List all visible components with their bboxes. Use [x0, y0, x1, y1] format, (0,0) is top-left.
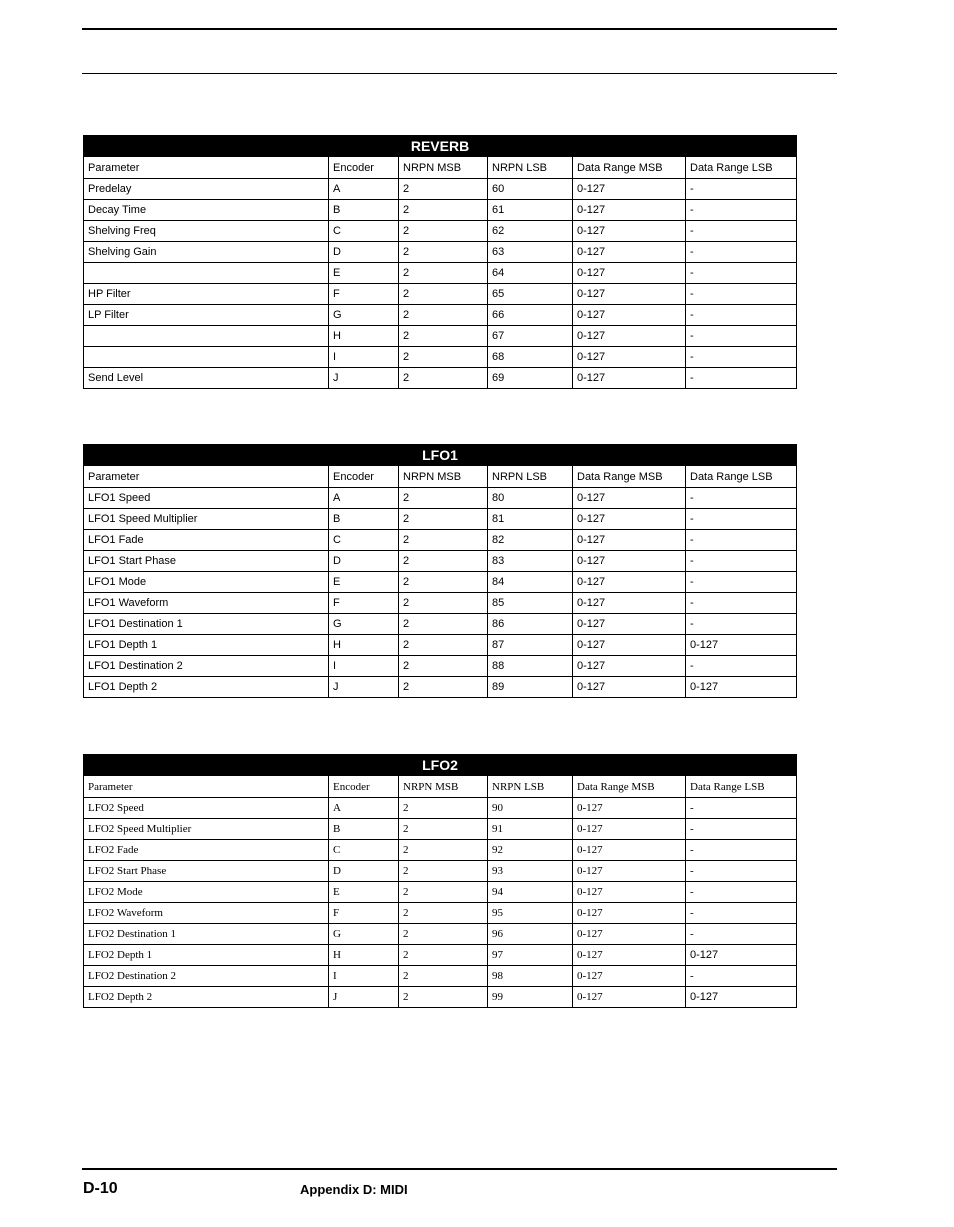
table-cell: LFO2 Depth 1 — [84, 945, 329, 966]
table-cell: 92 — [488, 840, 573, 861]
table-cell: 0-127 — [573, 284, 686, 305]
table-row — [84, 488, 797, 509]
table-row — [84, 593, 797, 614]
table-cell: 2 — [399, 945, 488, 966]
table-row — [84, 572, 797, 593]
table-row — [84, 530, 797, 551]
table-cell: 66 — [488, 305, 573, 326]
table-cell: 0-127 — [573, 677, 686, 698]
table-cell: 2 — [399, 635, 488, 656]
table-cell: - — [686, 326, 797, 347]
header-rule — [82, 73, 837, 74]
table-row — [84, 635, 797, 656]
table-cell: 2 — [399, 509, 488, 530]
table-cell: 81 — [488, 509, 573, 530]
table-cell: - — [686, 819, 797, 840]
table-cell: 2 — [399, 263, 488, 284]
table-row — [84, 966, 797, 987]
table-cell: 62 — [488, 221, 573, 242]
table-cell: 0-127 — [573, 530, 686, 551]
table-cell: - — [686, 924, 797, 945]
table-cell: LFO2 Speed — [84, 798, 329, 819]
table-cell: LFO1 Speed Multiplier — [84, 509, 329, 530]
table-cell: 2 — [399, 305, 488, 326]
table-cell: 60 — [488, 179, 573, 200]
table-cell: - — [686, 572, 797, 593]
lfo1-table-title: LFO1 — [84, 445, 797, 466]
table-row — [84, 819, 797, 840]
table-cell: 2 — [399, 798, 488, 819]
table-cell: 0-127 — [573, 326, 686, 347]
column-header: NRPN MSB — [399, 157, 488, 179]
table-cell: C — [329, 530, 399, 551]
table-cell: 0-127 — [573, 819, 686, 840]
table-cell: 0-127 — [686, 677, 797, 698]
table-header-row — [84, 776, 797, 798]
table-cell: 0-127 — [573, 635, 686, 656]
table-cell: - — [686, 656, 797, 677]
table-cell: 2 — [399, 882, 488, 903]
table-cell: 80 — [488, 488, 573, 509]
table-cell: 2 — [399, 347, 488, 368]
table-cell: I — [329, 966, 399, 987]
table-row — [84, 221, 797, 242]
table-cell: 2 — [399, 530, 488, 551]
table-cell: - — [686, 200, 797, 221]
table-cell: 2 — [399, 819, 488, 840]
column-header: Encoder — [329, 157, 399, 179]
table-cell: - — [686, 509, 797, 530]
table-cell: 0-127 — [573, 263, 686, 284]
lfo1-table — [83, 444, 797, 698]
table-cell: 0-127 — [573, 551, 686, 572]
table-cell: - — [686, 798, 797, 819]
column-header: Parameter — [84, 466, 329, 488]
table-cell: LFO2 Mode — [84, 882, 329, 903]
table-cell: D — [329, 861, 399, 882]
table-cell: A — [329, 179, 399, 200]
table-cell: 2 — [399, 242, 488, 263]
table-cell: - — [686, 221, 797, 242]
table-cell: 69 — [488, 368, 573, 389]
table-row — [84, 903, 797, 924]
table-cell: H — [329, 326, 399, 347]
table-cell: 0-127 — [573, 882, 686, 903]
table-row — [84, 509, 797, 530]
column-header: NRPN MSB — [399, 776, 488, 798]
table-cell: 2 — [399, 221, 488, 242]
table-row — [84, 347, 797, 368]
table-cell: LFO2 Depth 2 — [84, 987, 329, 1008]
table-cell: F — [329, 284, 399, 305]
table-cell: LFO2 Destination 1 — [84, 924, 329, 945]
table-cell: Decay Time — [84, 200, 329, 221]
table-cell: 2 — [399, 368, 488, 389]
table-cell: - — [686, 488, 797, 509]
table-cell: 0-127 — [573, 368, 686, 389]
table-cell: 0-127 — [573, 179, 686, 200]
table-cell: LFO1 Mode — [84, 572, 329, 593]
column-header: Data Range LSB — [686, 466, 797, 488]
table-cell: - — [686, 368, 797, 389]
table-cell — [84, 326, 329, 347]
table-cell: Shelving Gain — [84, 242, 329, 263]
table-row — [84, 798, 797, 819]
table-header-row — [84, 466, 797, 488]
table-row — [84, 305, 797, 326]
table-cell: 0-127 — [573, 924, 686, 945]
table-cell: 67 — [488, 326, 573, 347]
table-cell: G — [329, 305, 399, 326]
table-cell: 0-127 — [573, 614, 686, 635]
table-cell: E — [329, 882, 399, 903]
table-cell: 61 — [488, 200, 573, 221]
table-row — [84, 368, 797, 389]
top-rule — [82, 28, 837, 30]
table-cell: I — [329, 656, 399, 677]
table-cell: - — [686, 551, 797, 572]
table-cell: 95 — [488, 903, 573, 924]
column-header: Data Range LSB — [686, 776, 797, 798]
column-header: Parameter — [84, 157, 329, 179]
table-cell: 0-127 — [573, 840, 686, 861]
table-cell: LFO1 Depth 1 — [84, 635, 329, 656]
reverb-table-title: REVERB — [84, 136, 797, 157]
table-cell: 0-127 — [686, 635, 797, 656]
table-cell: 0-127 — [573, 798, 686, 819]
table-cell: 2 — [399, 551, 488, 572]
table-row — [84, 924, 797, 945]
table-cell: 2 — [399, 987, 488, 1008]
column-header: Data Range MSB — [573, 157, 686, 179]
table-cell: LFO2 Fade — [84, 840, 329, 861]
table-row — [84, 179, 797, 200]
table-cell: 96 — [488, 924, 573, 945]
table-cell: 2 — [399, 924, 488, 945]
table-cell: 99 — [488, 987, 573, 1008]
footer-rule — [82, 1168, 837, 1170]
table-cell: D — [329, 242, 399, 263]
table-cell: 0-127 — [573, 221, 686, 242]
table-header-row — [84, 157, 797, 179]
table-row — [84, 882, 797, 903]
table-cell: - — [686, 530, 797, 551]
table-cell: 0-127 — [573, 305, 686, 326]
table-cell: 90 — [488, 798, 573, 819]
table-cell: J — [329, 987, 399, 1008]
table-cell: J — [329, 368, 399, 389]
table-cell: LFO1 Speed — [84, 488, 329, 509]
table-cell: 2 — [399, 861, 488, 882]
table-cell: LFO2 Speed Multiplier — [84, 819, 329, 840]
table-cell: - — [686, 614, 797, 635]
table-cell: 2 — [399, 200, 488, 221]
table-cell: LFO2 Destination 2 — [84, 966, 329, 987]
column-header: NRPN LSB — [488, 776, 573, 798]
table-cell: LFO1 Destination 2 — [84, 656, 329, 677]
table-cell: 83 — [488, 551, 573, 572]
table-cell: 97 — [488, 945, 573, 966]
table-cell: A — [329, 798, 399, 819]
table-cell: 2 — [399, 284, 488, 305]
table-row — [84, 614, 797, 635]
table-cell: LFO1 Destination 1 — [84, 614, 329, 635]
table-cell: 63 — [488, 242, 573, 263]
column-header: Data Range LSB — [686, 157, 797, 179]
table-row — [84, 987, 797, 1008]
table-cell: - — [686, 840, 797, 861]
table-row — [84, 945, 797, 966]
column-header: Parameter — [84, 776, 329, 798]
table-cell: 0-127 — [686, 987, 797, 1008]
column-header: NRPN MSB — [399, 466, 488, 488]
table-cell: 2 — [399, 488, 488, 509]
table-row — [84, 200, 797, 221]
table-cell: LFO1 Start Phase — [84, 551, 329, 572]
table-cell: 0-127 — [573, 200, 686, 221]
table-cell: 0-127 — [573, 903, 686, 924]
table-cell: - — [686, 179, 797, 200]
table-row — [84, 284, 797, 305]
table-cell: I — [329, 347, 399, 368]
table-cell: 86 — [488, 614, 573, 635]
table-cell: 2 — [399, 677, 488, 698]
table-cell: - — [686, 242, 797, 263]
reverb-table — [83, 135, 797, 389]
table-cell: A — [329, 488, 399, 509]
table-row — [84, 840, 797, 861]
table-cell: Shelving Freq — [84, 221, 329, 242]
table-cell: D — [329, 551, 399, 572]
table-cell: 2 — [399, 656, 488, 677]
table-cell: 2 — [399, 593, 488, 614]
table-cell: 0-127 — [573, 242, 686, 263]
table-row — [84, 861, 797, 882]
table-cell: 0-127 — [573, 656, 686, 677]
table-cell: 84 — [488, 572, 573, 593]
table-cell: 2 — [399, 840, 488, 861]
table-cell: 82 — [488, 530, 573, 551]
table-cell: 2 — [399, 326, 488, 347]
table-cell: 0-127 — [573, 861, 686, 882]
table-cell: 98 — [488, 966, 573, 987]
table-cell — [84, 347, 329, 368]
table-cell: 0-127 — [573, 347, 686, 368]
column-header: Encoder — [329, 466, 399, 488]
page-number: D-10 — [83, 1180, 118, 1197]
table-cell: 0-127 — [573, 966, 686, 987]
table-cell: E — [329, 572, 399, 593]
lfo2-table-title: LFO2 — [84, 755, 797, 776]
table-cell: 87 — [488, 635, 573, 656]
table-cell: C — [329, 221, 399, 242]
column-header: Encoder — [329, 776, 399, 798]
table-cell: F — [329, 903, 399, 924]
table-cell: B — [329, 509, 399, 530]
table-cell: G — [329, 924, 399, 945]
table-cell: 64 — [488, 263, 573, 284]
table-cell: - — [686, 966, 797, 987]
table-cell: 0-127 — [573, 509, 686, 530]
table-cell: E — [329, 263, 399, 284]
table-cell: LFO1 Depth 2 — [84, 677, 329, 698]
table-row — [84, 656, 797, 677]
table-cell — [84, 263, 329, 284]
column-header: Data Range MSB — [573, 466, 686, 488]
table-cell: 2 — [399, 614, 488, 635]
table-cell: - — [686, 284, 797, 305]
table-row — [84, 677, 797, 698]
section-title: Appendix D: MIDI — [300, 1182, 408, 1197]
table-cell: LFO2 Waveform — [84, 903, 329, 924]
table-row — [84, 242, 797, 263]
table-cell: B — [329, 819, 399, 840]
table-cell: 0-127 — [573, 987, 686, 1008]
column-header: Data Range MSB — [573, 776, 686, 798]
table-cell: LFO2 Start Phase — [84, 861, 329, 882]
table-cell: LFO1 Fade — [84, 530, 329, 551]
table-row — [84, 326, 797, 347]
table-cell: G — [329, 614, 399, 635]
table-cell: H — [329, 945, 399, 966]
table-cell: - — [686, 305, 797, 326]
table-cell: - — [686, 347, 797, 368]
table-row — [84, 263, 797, 284]
table-cell: 0-127 — [573, 488, 686, 509]
table-cell: HP Filter — [84, 284, 329, 305]
table-cell: J — [329, 677, 399, 698]
table-cell: 0-127 — [686, 945, 797, 966]
table-cell: - — [686, 861, 797, 882]
table-cell: 0-127 — [573, 593, 686, 614]
table-cell: 2 — [399, 903, 488, 924]
table-cell: 91 — [488, 819, 573, 840]
table-cell: - — [686, 263, 797, 284]
column-header: NRPN LSB — [488, 157, 573, 179]
table-cell: H — [329, 635, 399, 656]
table-cell: 2 — [399, 966, 488, 987]
table-cell: C — [329, 840, 399, 861]
table-cell: 65 — [488, 284, 573, 305]
column-header: NRPN LSB — [488, 466, 573, 488]
table-cell: 0-127 — [573, 945, 686, 966]
table-cell: Send Level — [84, 368, 329, 389]
table-cell: - — [686, 882, 797, 903]
table-cell: 93 — [488, 861, 573, 882]
table-cell: 88 — [488, 656, 573, 677]
lfo2-table — [83, 754, 797, 1008]
table-cell: 94 — [488, 882, 573, 903]
table-cell: B — [329, 200, 399, 221]
table-cell: 85 — [488, 593, 573, 614]
table-cell: Predelay — [84, 179, 329, 200]
table-cell: 2 — [399, 572, 488, 593]
table-cell: - — [686, 903, 797, 924]
table-cell: LFO1 Waveform — [84, 593, 329, 614]
table-cell: 89 — [488, 677, 573, 698]
table-cell: F — [329, 593, 399, 614]
table-row — [84, 551, 797, 572]
table-cell: - — [686, 593, 797, 614]
table-cell: 0-127 — [573, 572, 686, 593]
table-cell: 2 — [399, 179, 488, 200]
table-cell: LP Filter — [84, 305, 329, 326]
table-cell: 68 — [488, 347, 573, 368]
